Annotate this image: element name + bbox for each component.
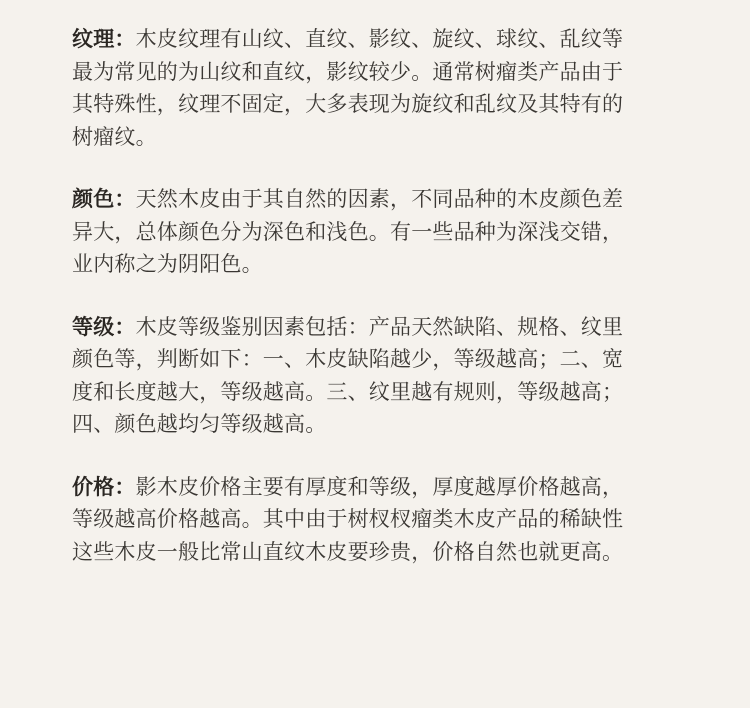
section-label: 等级： <box>72 314 136 339</box>
section-grade <box>72 311 630 441</box>
section-texture <box>72 23 630 153</box>
section-label: 颜色： <box>72 187 136 211</box>
section-label: 纹理： <box>72 27 136 51</box>
section-text: 木皮纹理有山纹、直纹、影纹、旋纹、球纹、乱纹等最为常见的为山纹和直纹，影纹较少。通常树瘤类产品由于其特殊性，纹理不固定，大多表现为旋纹和乱纹及其特有的树瘤纹。 <box>72 27 624 149</box>
section-price <box>72 471 630 569</box>
section-text: 木皮等级鉴别因素包括：产品天然缺陷、规格、纹里颜色等，判断如下：一、木皮缺陷越少，等级越高；二、宽度和长度越大，等级越高。三、纹里越有规则，等级越高；四、颜色越均匀等级越高。 <box>72 314 624 436</box>
section-text: 天然木皮由于其自然的因素，不同品种的木皮颜色差异大，总体颜色分为深色和浅色。有一些品种为深浅交错，业内称之为阴阳色。 <box>72 187 624 276</box>
section-label: 价格： <box>72 474 136 499</box>
section-text: 影木皮价格主要有厚度和等级，厚度越厚价格越高，等级越高价格越高。其中由于树杈杈瘤类木皮产品的稀缺性这些木皮一般比常山直纹木皮要珍贵，价格自然也就更高。 <box>72 474 624 564</box>
section-color <box>72 183 630 281</box>
